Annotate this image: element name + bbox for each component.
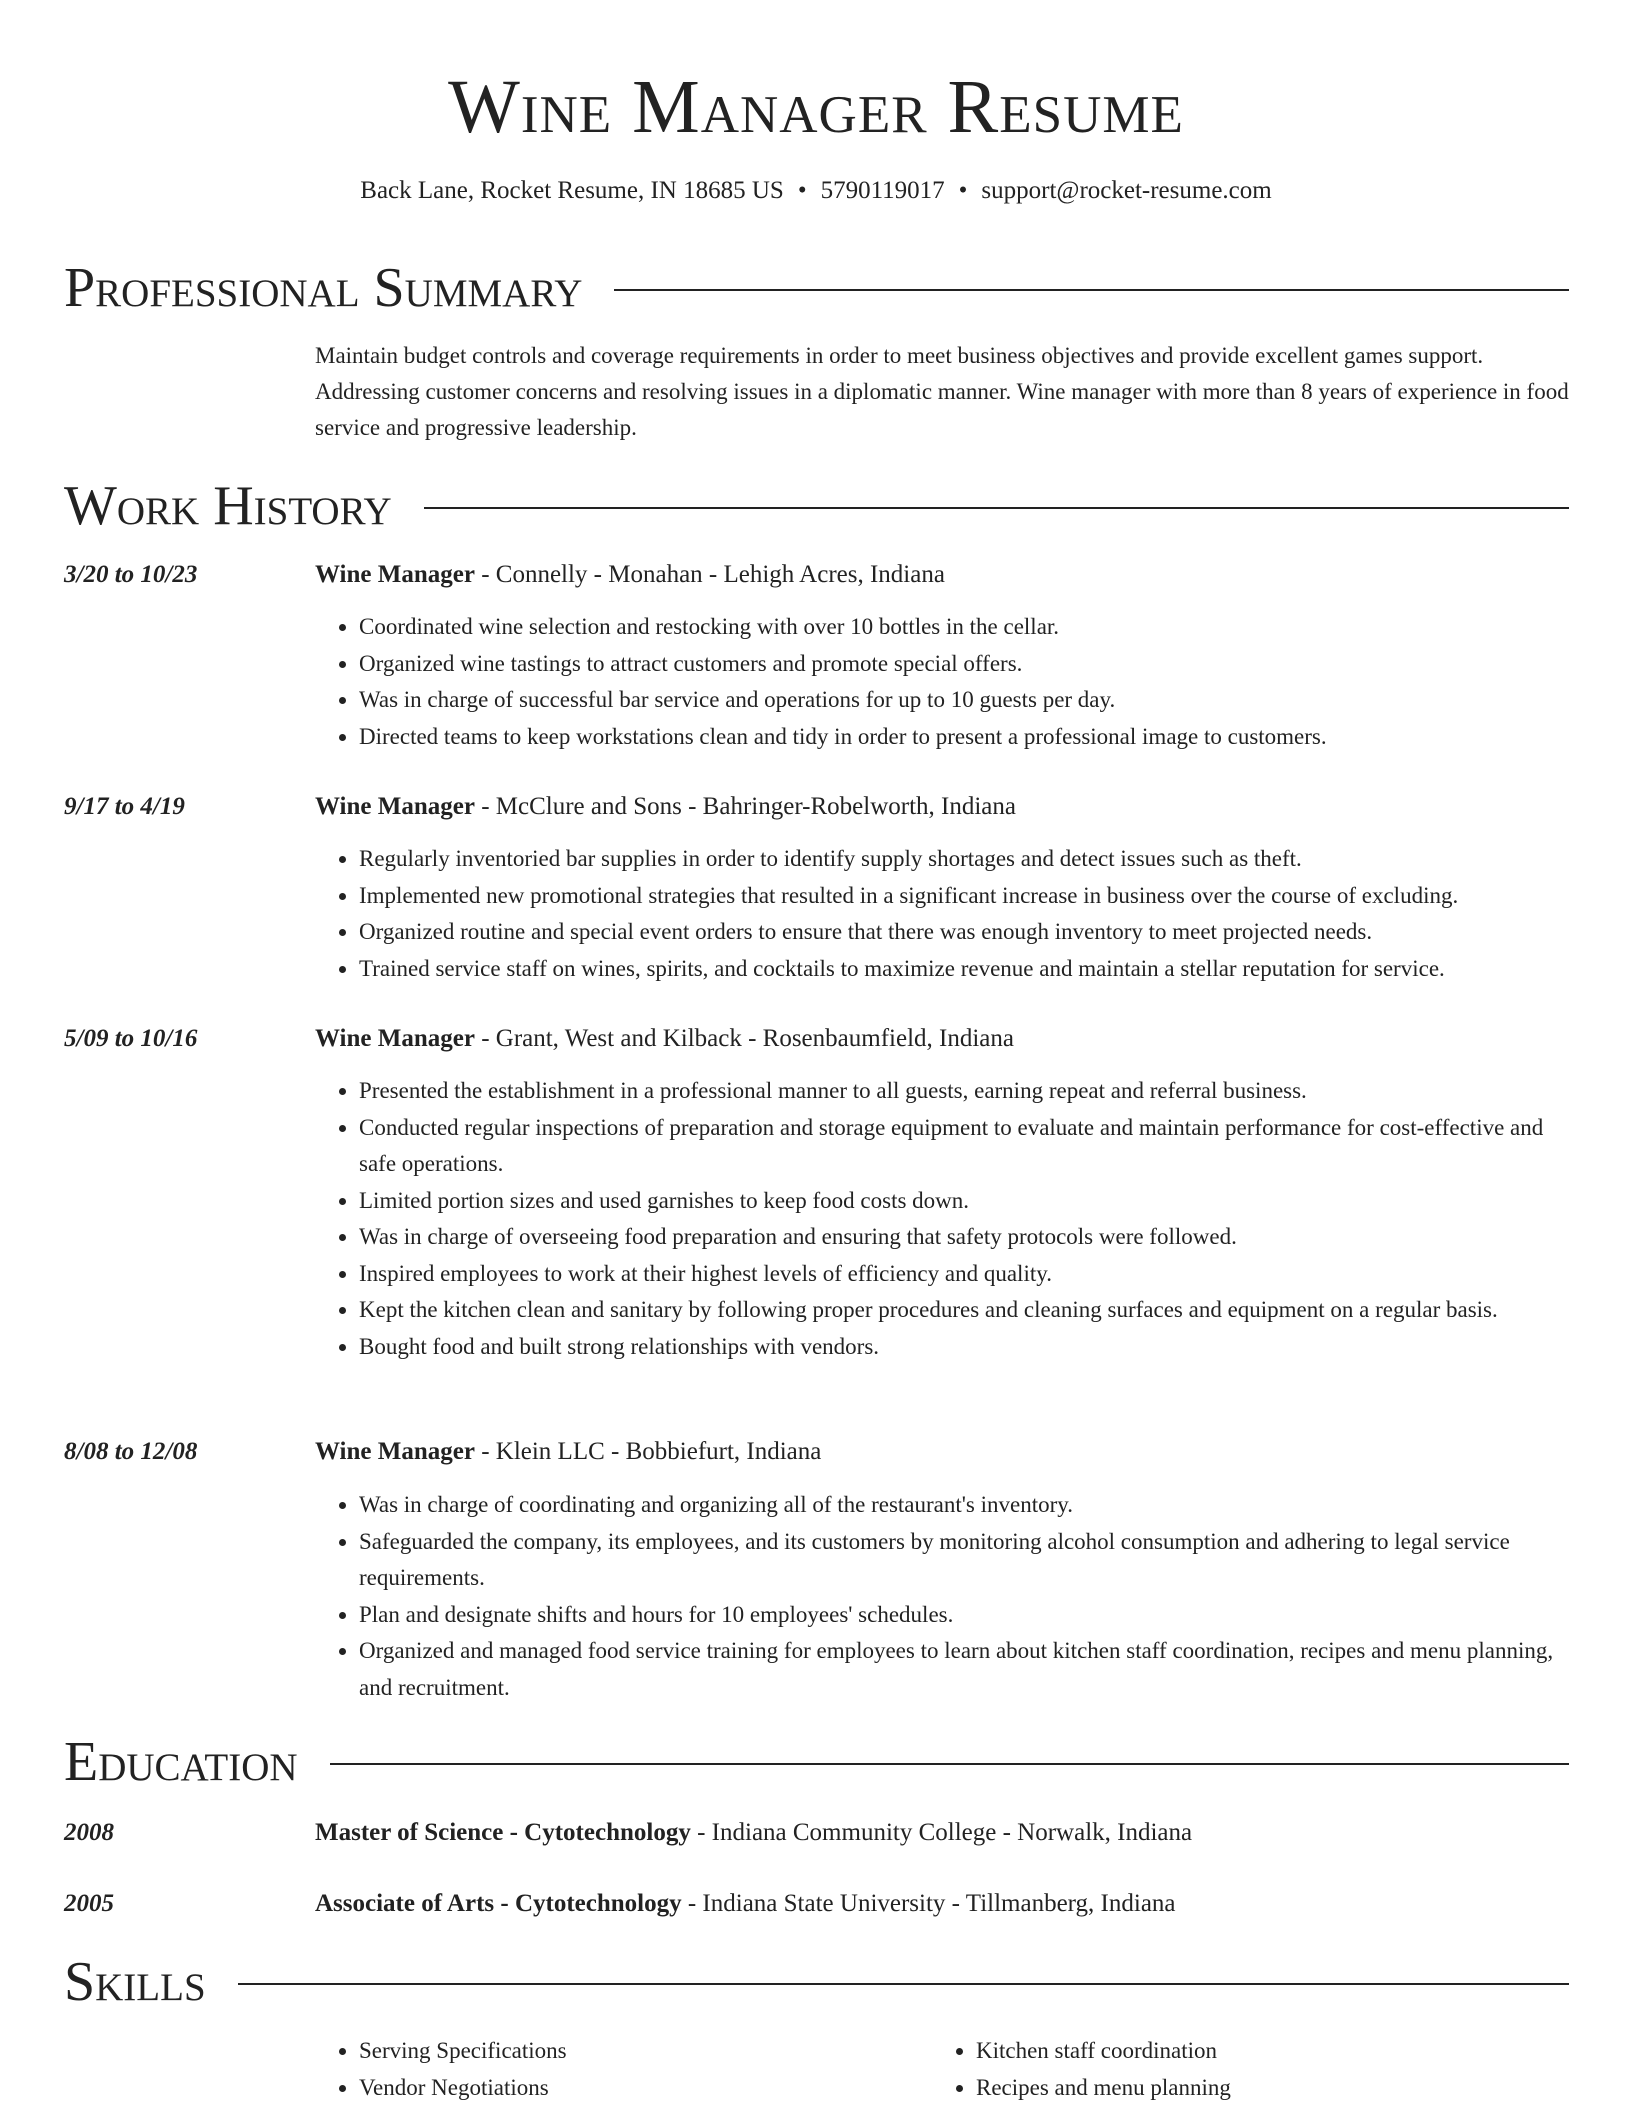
job-bullet: • Coordinated wine selection and restocking with over 10 bottles in the cellar.: [359, 609, 1569, 646]
job-details: - Grant, West and Kilback - Rosenbaumfield, Indiana: [474, 1025, 1014, 1052]
skill-item: • Recipes and menu planning: [976, 2070, 1569, 2107]
job-bullet: • Kept the kitchen clean and sanitary by following proper procedures and cleaning surfaces and equipment on a regular basis.: [359, 1292, 1569, 1329]
job-details: - McClure and Sons - Bahringer-Robelworth, Indiana: [474, 793, 1016, 820]
education-details: - Indiana Community College - Norwalk, Indiana: [690, 1819, 1193, 1846]
job-bullets: [315, 841, 1569, 987]
job-role: Wine Manager: [315, 1438, 475, 1465]
skill-item: • Serving Specifications: [359, 2033, 915, 2070]
contact-email: support@rocket-resume.com: [981, 177, 1272, 204]
summary-text: Maintain budget controls and coverage requirements in order to meet business objectives and provide excellent games support. Addressing customer concerns and resolving issues in a diplomatic manner. Wine manager with more than 8 years of experience in food service and progressive leadership.: [315, 343, 1569, 440]
job-bullet: • Organized and managed food service training for employees to learn about kitchen staff coordination, recipes and menu planning, and recruitment.: [359, 1633, 1569, 1706]
job-heading: [315, 1022, 1569, 1056]
job-details: - Klein LLC - Bobbiefurt, Indiana: [474, 1438, 822, 1465]
job-dates: 5/09 to 10/16: [64, 1025, 198, 1052]
education-heading: [315, 1887, 1569, 1921]
job-bullet: • Was in charge of overseeing food preparation and ensuring that safety protocols were followed.: [359, 1219, 1569, 1256]
education-degree: Master of Science - Cytotechnology: [315, 1819, 691, 1846]
job-bullets: [315, 1073, 1569, 1365]
section-header-education: [64, 1730, 1569, 1794]
section-divider: [238, 1983, 1569, 1985]
job-bullet: • Limited portion sizes and used garnishes to keep food costs down.: [359, 1183, 1569, 1220]
job-bullet: • Implemented new promotional strategies that resulted in a significant increase in business over the course of excluding.: [359, 878, 1569, 915]
education-year: 2008: [64, 1819, 114, 1846]
section-title-summary: Professional Summary: [64, 257, 583, 319]
section-header-summary: [64, 256, 1569, 320]
contact-phone: 5790119017: [820, 177, 945, 204]
job-bullet: • Was in charge of successful bar service and operations for up to 10 guests per day.: [359, 682, 1569, 719]
job-details: - Connelly - Monahan - Lehigh Acres, Indiana: [474, 561, 945, 588]
skills-list-right: [932, 2033, 1569, 2106]
job-heading: [315, 558, 1569, 592]
job-bullet: • Directed teams to keep workstations clean and tidy in order to present a professional image to customers.: [359, 719, 1569, 756]
education-year: 2005: [64, 1890, 114, 1917]
job-bullet: • Trained service staff on wines, spirits, and cocktails to maximize revenue and maintain a stellar reputation for service.: [359, 951, 1569, 988]
skill-item: • Kitchen staff coordination: [976, 2033, 1569, 2070]
job-dates: 3/20 to 10/23: [64, 561, 198, 588]
education-degree: Associate of Arts - Cytotechnology: [315, 1890, 682, 1917]
section-divider: [614, 289, 1569, 291]
section-header-skills: [64, 1950, 1569, 2014]
job-bullets: [315, 1487, 1569, 1706]
contact-separator: •: [797, 177, 807, 204]
job-bullet: • Bought food and built strong relationships with vendors.: [359, 1329, 1569, 1366]
job-heading: [315, 1435, 1569, 1469]
job-bullet: • Conducted regular inspections of preparation and storage equipment to evaluate and maintain performance for cost-effective and safe operations.: [359, 1110, 1569, 1183]
section-title-work: Work History: [64, 475, 392, 537]
job-dates: 9/17 to 4/19: [64, 793, 185, 820]
contact-address: Back Lane, Rocket Resume, IN 18685 US: [360, 177, 784, 204]
job-bullet: • Safeguarded the company, its employees, and its customers by monitoring alcohol consumption and adhering to legal service requirements.: [359, 1524, 1569, 1597]
job-bullet: • Presented the establishment in a professional manner to all guests, earning repeat and referral business.: [359, 1073, 1569, 1110]
job-bullet: • Inspired employees to work at their highest levels of efficiency and quality.: [359, 1256, 1569, 1293]
job-bullet: • Regularly inventoried bar supplies in order to identify supply shortages and detect issues such as theft.: [359, 841, 1569, 878]
skill-item: • Vendor Negotiations: [359, 2070, 915, 2107]
job-bullet: • Organized routine and special event orders to ensure that there was enough inventory to meet projected needs.: [359, 914, 1569, 951]
contact-separator: •: [958, 177, 968, 204]
job-role: Wine Manager: [315, 1025, 475, 1052]
job-dates: 8/08 to 12/08: [64, 1438, 198, 1465]
section-title-education: Education: [64, 1731, 298, 1793]
section-header-work: [64, 474, 1569, 538]
education-heading: [315, 1816, 1569, 1850]
resume-title: Wine Manager Resume: [448, 65, 1184, 149]
job-role: Wine Manager: [315, 793, 475, 820]
contact-line: [0, 174, 1632, 208]
section-divider: [424, 507, 1569, 509]
skills-list-left: [315, 2033, 915, 2106]
section-title-skills: Skills: [64, 1951, 206, 2013]
section-divider: [330, 1763, 1569, 1765]
job-bullet: • Was in charge of coordinating and organizing all of the restaurant's inventory.: [359, 1487, 1569, 1524]
job-bullet: • Plan and designate shifts and hours for 10 employees' schedules.: [359, 1597, 1569, 1634]
job-role: Wine Manager: [315, 561, 475, 588]
job-bullets: [315, 609, 1569, 755]
education-details: - Indiana State University - Tillmanberg, Indiana: [681, 1890, 1176, 1917]
job-bullet: • Organized wine tastings to attract customers and promote special offers.: [359, 646, 1569, 683]
job-heading: [315, 790, 1569, 824]
